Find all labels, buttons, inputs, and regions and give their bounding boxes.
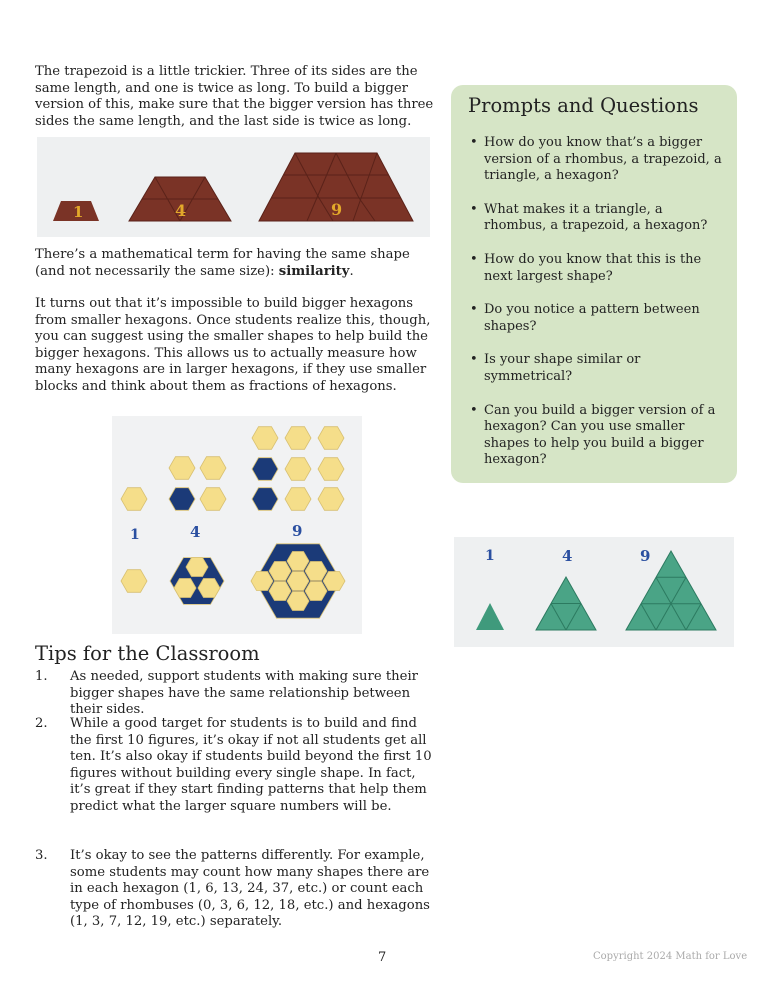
hexagon-block <box>252 488 278 511</box>
similarity-term: similarity <box>278 263 350 279</box>
hexagon-block <box>121 570 147 593</box>
triangle-size-4 <box>536 577 596 630</box>
hexagon-block <box>169 457 195 480</box>
triangle-photo <box>454 537 734 647</box>
hexagon-block <box>318 458 344 481</box>
trapezoid-label-1: 1 <box>73 203 84 221</box>
trapezoid-label-4: 4 <box>175 201 187 220</box>
hexagon-block <box>252 458 278 481</box>
hexagon-block <box>285 488 311 511</box>
hexagon-label-4: 4 <box>190 523 201 541</box>
hexagon-block <box>318 427 344 450</box>
tips-title: Tips for the Classroom <box>35 642 260 665</box>
hexagon-block <box>200 457 226 480</box>
prompts-list <box>468 135 726 486</box>
triangle-size-1 <box>476 603 504 630</box>
prompts-box <box>451 85 737 483</box>
prompts-title: Prompts and Questions <box>468 94 699 117</box>
hexagon-label-9: 9 <box>292 522 303 540</box>
prompt-item: • How do you know that’s a bigger version of a rhombus, a trapezoid, a triangle, a hexagon? <box>470 135 722 184</box>
triangle-label-9: 9 <box>640 547 651 565</box>
triangle-label-4: 4 <box>562 547 573 565</box>
hexagon-block <box>169 488 195 511</box>
hexagon-photo <box>112 416 362 634</box>
hexagon-paragraph: It turns out that it’s impossible to build bigger hexagons from smaller hexagons. Once students realize this, though, you can suggest using the smaller shapes to help build the bigger hexagons. This allows us to actually measure how many hexagons are in larger hexagons, if they use smaller blocks and think about them as fractions of hexagons. <box>35 296 431 394</box>
prompt-item: • How do you know that this is the next largest shape? <box>470 251 702 284</box>
hexagon-block <box>252 427 278 450</box>
trapezoid-photo <box>37 137 430 237</box>
hexagon-block <box>285 427 311 450</box>
hexagon-block <box>285 458 311 481</box>
prompt-item: • What makes it a triangle, a rhombus, a trapezoid, a hexagon? <box>470 201 708 234</box>
copyright: Copyright 2024 Math for Love <box>593 951 748 962</box>
similarity-paragraph: There’s a mathematical term for having the same shape (and not necessarily the same size): similarity. <box>35 247 410 279</box>
prompt-item: • Can you build a bigger version of a hexagon? Can you use smaller shapes to help you build a bigger hexagon? <box>470 402 716 468</box>
hexagon-block <box>121 488 147 511</box>
page-number: 7 <box>378 950 387 965</box>
prompt-item: • Is your shape similar or symmetrical? <box>470 352 641 384</box>
prompt-item: • Do you notice a pattern between shapes? <box>470 302 700 334</box>
triangle-label-1: 1 <box>485 548 495 564</box>
trapezoid-paragraph: The trapezoid is a little trickier. Three of its sides are the same length, and one is twice as long. To build a bigger version of this, make sure that the bigger version has three sides the same length, and the last side is twice as long. <box>35 64 434 129</box>
hexagon-block <box>200 488 226 511</box>
hexagon-label-1: 1 <box>130 527 140 543</box>
trapezoid-label-9: 9 <box>331 200 343 219</box>
hexagon-block <box>318 488 344 511</box>
